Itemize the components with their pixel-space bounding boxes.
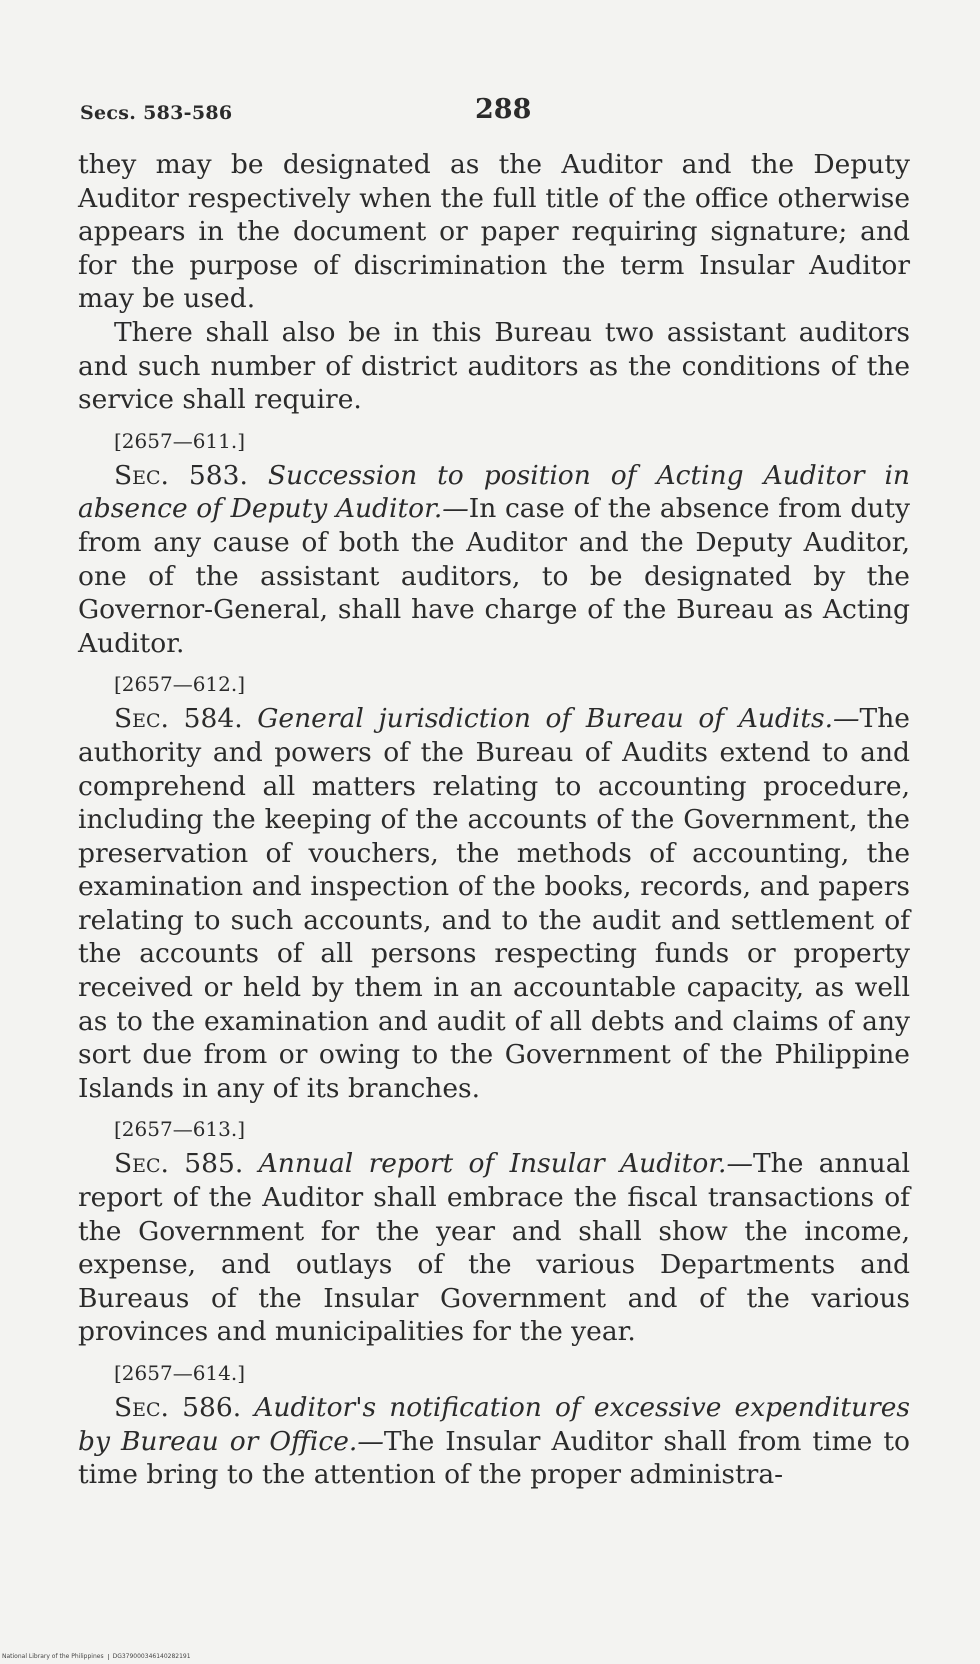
scan-footer bbox=[2, 1653, 191, 1660]
section-585 bbox=[78, 1147, 910, 1349]
section-title: Succession to position of Acting Auditor in absence of Deputy Auditor.— bbox=[78, 459, 910, 525]
section-586 bbox=[78, 1391, 910, 1492]
section-text: The annual report of the Auditor shall embrace the fiscal transactions of the Government for the year and shall show the income, expense, and outlays of the various Departments and Bureaus of the Insular Government and of the various provinces and municipalities for the year. bbox=[78, 1148, 910, 1348]
paragraph: they may be designated as the Auditor and the Deputy Auditor respectively when the full title of the office otherwise appears in the document or paper requiring signature; and for the purpose of discrimination the term Insular Auditor may be used. bbox=[78, 149, 910, 315]
citation: [2657—613.] bbox=[114, 1117, 246, 1142]
section-label: Sec. 584. bbox=[114, 703, 243, 735]
body-text bbox=[78, 148, 910, 1492]
section-text: The authority and powers of the Bureau of Audits extend to and comprehend all matters relating to accounting procedure, including the keeping of the accounts of the Government, the preservation of vouchers, the methods of accounting, the examination and inspection of the books, records, and papers relating to such accounts, and to the audit and settlement of the accounts of all persons respecting funds or property received or held by them in an accountable capacity, as well as to the examination and audit of all debts and claims of any sort due from or owing to the Government of the Philippine Islands in any of its branches. bbox=[78, 703, 910, 1104]
citation: [2657—612.] bbox=[114, 672, 246, 697]
section-584 bbox=[78, 702, 910, 1105]
section-label: Sec. 586. bbox=[114, 1392, 242, 1423]
paragraph: There shall also be in this Bureau two assistant auditors and such number of district auditors as the conditions of the service shall require. bbox=[78, 316, 910, 416]
section-title: General jurisdiction of Bureau of Audits.— bbox=[257, 703, 860, 735]
footer-divider bbox=[108, 1654, 109, 1660]
citation: [2657—614.] bbox=[114, 1361, 246, 1385]
page-header bbox=[80, 92, 910, 132]
section-title: Annual report of Insular Auditor.— bbox=[258, 1148, 753, 1180]
section-label: Sec. 585. bbox=[114, 1148, 244, 1180]
section-text: In case of the absence from duty from any cause of both the Auditor and the Deputy Auditor, one of the assistant auditors, to be designated by the Governor-General, shall have charge of the Bureau as Acting Auditor. bbox=[78, 493, 910, 659]
section-range: Secs. 583-586 bbox=[80, 102, 233, 124]
section-title: Auditor's notification of excessive expenditures by Bureau or Office.— bbox=[78, 1392, 910, 1457]
scan-identifier: DG379000346140282191 bbox=[112, 1653, 191, 1660]
page-number: 288 bbox=[475, 94, 532, 125]
section-text: The Insular Auditor shall from time to time bring to the attention of the proper administra- bbox=[78, 1425, 910, 1491]
citation: [2657—611.] bbox=[114, 428, 246, 453]
library-name: National Library of the Philippines bbox=[2, 1653, 104, 1660]
section-label: Sec. 583. bbox=[114, 459, 248, 491]
section-583 bbox=[78, 459, 910, 661]
